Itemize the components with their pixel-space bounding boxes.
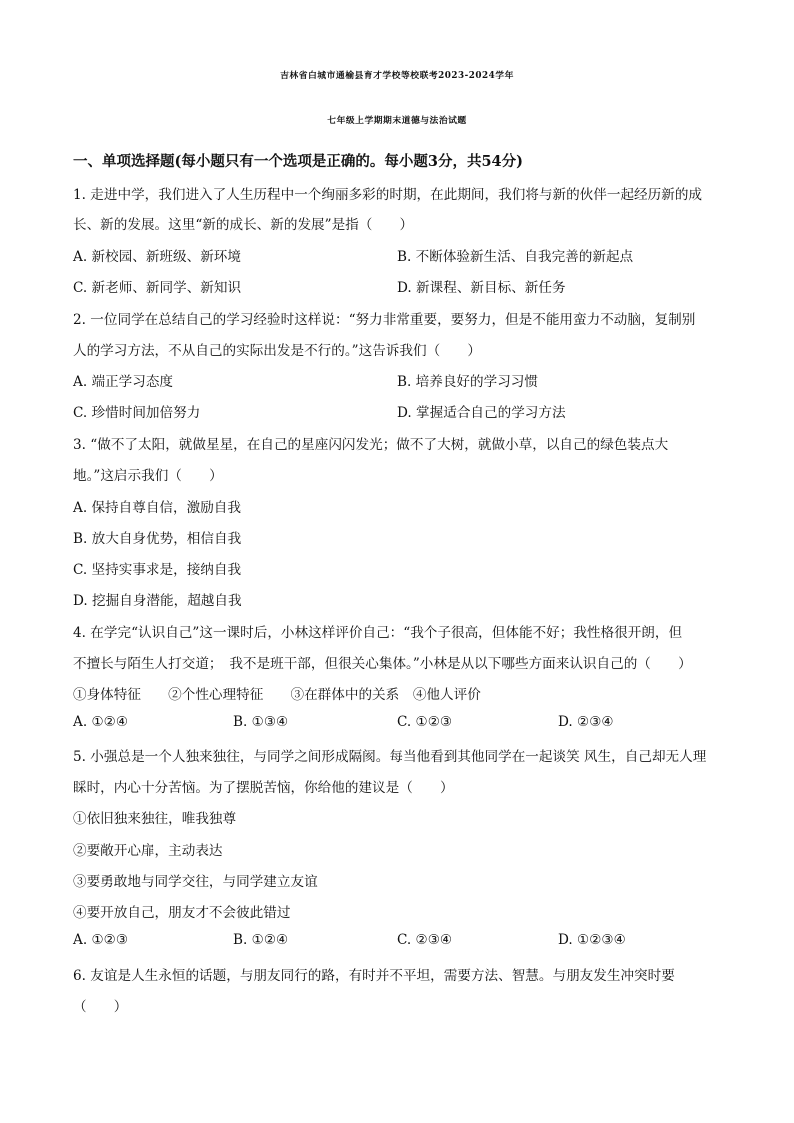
section-heading-single-choice: 一、单项选择题(每小题只有一个选项是正确的。每小题3分，共54分) [73,153,523,170]
question-5-statement-4: ④要开放自己，朋友才不会彼此错过 [73,905,291,921]
question-3-stem-line1: 3. “做不了太阳，就做星星，在自己的星座闪闪发光；做不了大树，就做小草，以自己的绿色装点大 [73,437,669,453]
question-5-option-b: B. ①②④ [233,932,289,948]
question-5-option-d: D. ①②③④ [558,932,626,948]
question-2-option-b: B. 培养良好的学习习惯 [397,374,538,390]
question-5-statement-2: ②要敞开心扉，主动表达 [73,843,223,859]
question-3-stem-line2: 地。”这启示我们（ ） [73,468,223,484]
question-1-option-a: A. 新校园、新班级、新环境 [73,249,241,265]
question-1-option-d: D. 新课程、新目标、新任务 [397,280,566,296]
question-2-stem-line1: 2. 一位同学在总结自己的学习经验时这样说：“努力非常重要，要努力，但是不能用蛮力不动脑，复制别 [73,312,696,328]
question-1-option-c: C. 新老师、新同学、新知识 [73,280,242,296]
question-6-stem-line1: 6. 友谊是人生永恒的话题，与朋友同行的路，有时并不平坦，需要方法、智慧。与朋友发生冲突时要 [73,968,675,984]
question-4-stem-line2: 不擅长与陌生人打交道； 我不是班干部，但很关心集体。”小林是从以下哪些方面来认识自己的（ ） [73,656,692,672]
question-2-option-d: D. 掌握适合自己的学习方法 [397,405,566,421]
question-1-stem-line2: 长、新的发展。这里“新的成长、新的发展”是指（ ） [73,217,414,233]
question-3-option-b: B. 放大自身优势，相信自我 [73,531,242,547]
question-3-option-c: C. 坚持实事求是，接纳自我 [73,562,242,578]
question-2-option-c: C. 珍惜时间加倍努力 [73,405,201,421]
question-5-option-a: A. ①②③ [73,932,129,948]
question-5-statement-3: ③要勇敢地与同学交往，与同学建立友谊 [73,874,318,890]
question-5-option-c: C. ②③④ [397,932,453,948]
question-5-stem-line2: 睬时，内心十分苦恼。为了摆脱苦恼，你给他的建议是（ ） [73,780,454,796]
question-3-option-a: A. 保持自尊自信，激励自我 [73,500,241,516]
question-2-stem-line2: 人的学习方法，不从自己的实际出发是不行的。”这告诉我们（ ） [73,343,481,359]
question-4-option-d: D. ②③④ [558,714,614,730]
exam-title-line2: 七年级上学期期末道德与法治试题 [327,116,467,126]
question-4-stem-line1: 4. 在学完“认识自己”这一课时后，小林这样评价自己：“我个子很高，但体能不好；我性格很开朗，但 [73,625,683,641]
question-4-option-c: C. ①②③ [397,714,453,730]
question-4-option-b: B. ①③④ [233,714,289,730]
question-1-option-b: B. 不断体验新生活、自我完善的新起点 [397,249,634,265]
question-1-stem-line1: 1. 走进中学，我们进入了人生历程中一个绚丽多彩的时期，在此期间，我们将与新的伙伴一起经历新的成 [73,187,703,203]
question-5-statement-1: ①依旧独来独往，唯我独尊 [73,811,237,827]
question-4-statements: ①身体特征 ②个性心理特征 ③在群体中的关系 ④他人评价 [73,687,481,703]
question-5-stem-line1: 5. 小强总是一个人独来独往，与同学之间形成隔阂。每当他看到其他同学在一起谈笑 风生，自己却无人理 [73,749,707,765]
question-4-option-a: A. ①②④ [73,714,129,730]
question-6-stem-line2: （ ） [73,999,128,1015]
question-2-option-a: A. 端正学习态度 [73,374,174,390]
exam-title-line1: 吉林省白城市通榆县育才学校等校联考2023-2024学年 [280,71,514,81]
question-3-option-d: D. 挖掘自身潜能，超越自我 [73,593,242,609]
